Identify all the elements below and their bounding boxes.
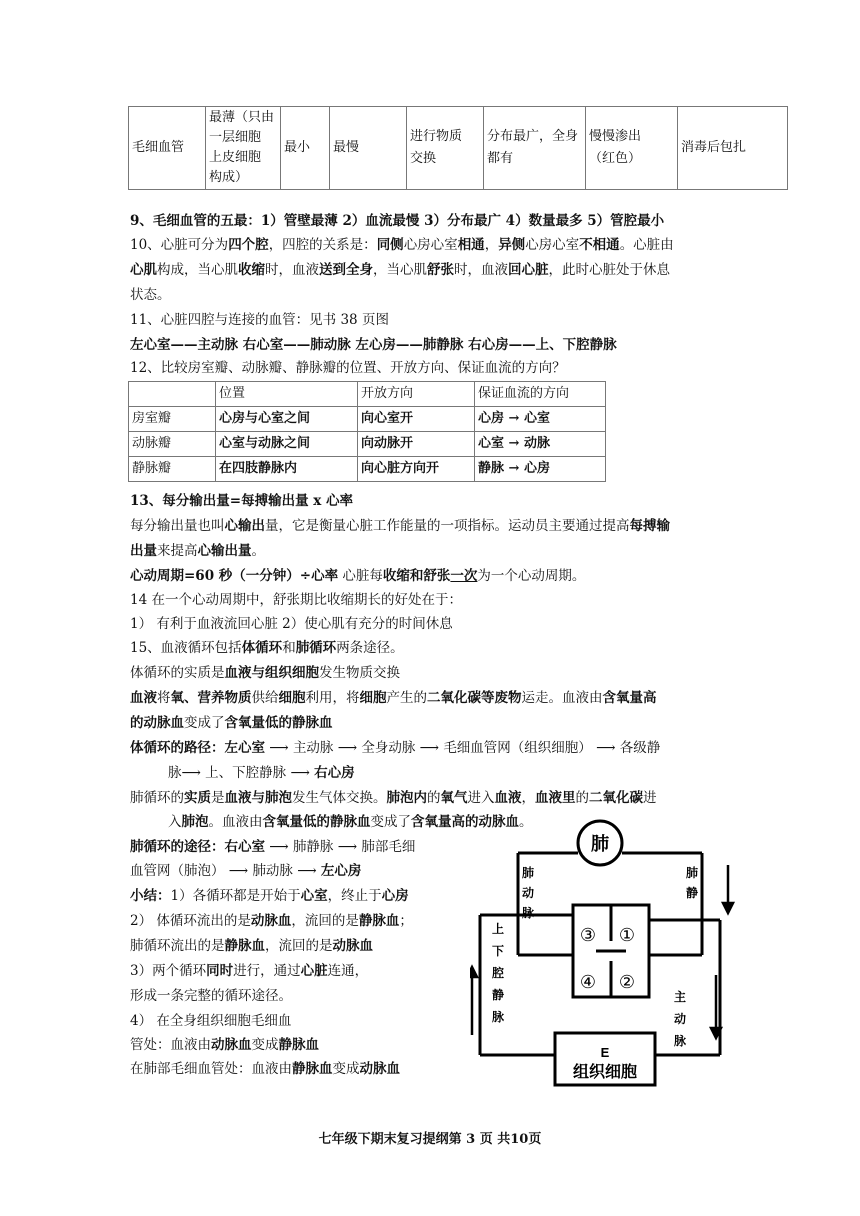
pulmonary-line1: 肺循环的实质是血液与肺泡发生气体交换。肺泡内的氧气进入血液，血液里的二氧化碳进 xyxy=(130,790,657,806)
table-header-cell: 开放方向 xyxy=(358,382,475,407)
table-header-cell: 保证血流的方向 xyxy=(475,382,606,407)
pulmonary-path-line1: 肺循环的途径：右心室 ⟶ 肺静脉 ⟶ 肺部毛细 xyxy=(130,839,416,855)
line-13: 13、每分输出量=每搏输出量 x 心率 xyxy=(130,493,354,509)
table-cell: 静脉瓣 xyxy=(129,457,216,482)
table-row xyxy=(129,432,606,457)
vena-cava-label-5: 脉 xyxy=(491,1010,505,1024)
table-cell: 心室与动脉之间 xyxy=(216,432,358,457)
table-cell: 消毒后包扎 xyxy=(678,107,788,190)
summary-line5: 形成一条完整的循环途径。 xyxy=(130,988,292,1004)
vena-cava-label-4: 静 xyxy=(491,988,505,1002)
table-cell: 静脉 → 心房 xyxy=(475,457,606,482)
table-cell: 动脉瓣 xyxy=(129,432,216,457)
arrow-icon: ⟶ xyxy=(265,839,293,855)
table-cell: 最小 xyxy=(281,107,330,190)
page-footer: 七年级下期末复习提纲第 3 页 共10页 xyxy=(318,1132,542,1147)
line-10c: 状态。 xyxy=(130,287,171,303)
line-11b: 左心室——主动脉 右心室——肺动脉 左心房——肺静脉 右心房——上、下腔静脉 xyxy=(130,337,617,353)
summary-line6: 4） 在全身组织细胞毛细血 xyxy=(130,1013,292,1029)
pulmonary-path-line2: 血管网（肺泡） ⟶ 肺动脉 ⟶ 左心房 xyxy=(130,863,362,879)
table-cell: 慢慢渗出 （红色） xyxy=(586,107,678,190)
summary-line2: 2） 体循环流出的是动脉血，流回的是静脉血； xyxy=(130,913,413,929)
aorta-label-2: 动 xyxy=(673,1012,687,1026)
line-14: 14 在一个心动周期中，舒张期比收缩期长的好处在于： xyxy=(130,592,462,608)
tissue-e-label: E xyxy=(600,1045,610,1060)
capillary-table xyxy=(128,106,788,190)
line-13b: 每分输出量也叫心输出量，它是衡量心脏工作能量的一项指标。运动员主要通过提高每搏输 xyxy=(130,518,670,534)
line-10b: 心肌构成，当心肌收缩时，血液送到全身，当心肌舒张时，血液回心脏，此时心脏处于休息 xyxy=(130,262,670,278)
table-header-cell xyxy=(129,382,216,407)
table-cell: 心房 → 心室 xyxy=(475,407,606,432)
arrow-icon: ⟶ xyxy=(265,740,293,756)
table-cell: 心房与心室之间 xyxy=(216,407,358,432)
pulmonary-artery-label-3: 脉 xyxy=(521,906,535,920)
vena-cava-label-3: 腔 xyxy=(491,966,505,980)
table-row xyxy=(129,457,606,482)
line-15b: 体循环的实质是血液与组织细胞发生物质交换 xyxy=(130,665,400,681)
table-cell: 毛细血管 xyxy=(129,107,206,190)
chamber-1-label: ① xyxy=(618,925,636,946)
systemic-path-line2: 脉⟶ 上、下腔静脉 ⟶ 右心房 xyxy=(168,765,355,781)
arrow-icon: ⟶ xyxy=(292,863,321,879)
table-cell: 向动脉开 xyxy=(358,432,475,457)
aorta-label-1: 主 xyxy=(673,990,687,1004)
line-10a: 10、心脏可分为四个腔，四腔的关系是：同侧心房心室相通，异侧心房心室不相通。心脏由 xyxy=(130,237,674,253)
table-cell: 在四肢静脉内 xyxy=(216,457,358,482)
tissue-label: 组织细胞 xyxy=(572,1064,638,1081)
table-header-row xyxy=(129,382,606,407)
arrow-icon: ⟶ xyxy=(286,765,315,781)
table-cell: 心室 → 动脉 xyxy=(475,432,606,457)
circulation-diagram xyxy=(470,805,740,1095)
arrow-icon: ⟶ xyxy=(415,740,444,756)
table-cell: 最薄（只由 一层细胞 上皮细胞 构成） xyxy=(206,107,281,190)
table-cell: 分布最广，全身 都有 xyxy=(484,107,586,190)
table-row xyxy=(129,107,788,190)
aorta-label-3: 脉 xyxy=(673,1034,687,1048)
table-cell: 房室瓣 xyxy=(129,407,216,432)
chamber-4-label: ④ xyxy=(579,972,597,993)
lung-label: 肺 xyxy=(591,834,609,854)
line-15: 15、血液循环包括体循环和肺循环两条途径。 xyxy=(130,640,404,656)
table-cell: 最慢 xyxy=(330,107,407,190)
line-12: 12、比较房室瓣、动脉瓣、静脉瓣的位置、开放方向、保证血流的方向？ xyxy=(130,360,566,376)
systemic-path-line1: 体循环的路径：左心室 ⟶ 主动脉 ⟶ 全身动脉 ⟶ 毛细血管网（组织细胞） ⟶ 各级静 xyxy=(130,740,661,756)
summary-line1: 小结：1）各循环都是开始于心室，终止于心房 xyxy=(130,888,409,904)
vena-cava-label-2: 下 xyxy=(491,944,505,958)
pulmonary-vein-label-2: 静 xyxy=(685,886,699,900)
line-14b: 1） 有利于血液流回心脏 2）使心肌有充分的时间休息 xyxy=(130,616,453,632)
chamber-3-label: ③ xyxy=(579,925,597,946)
line-15c: 血液将氧、营养物质供给细胞利用，将细胞产生的二氧化碳等废物运走。血液由含氧量高 xyxy=(130,690,657,706)
pulmonary-artery-label-1: 肺 xyxy=(521,866,535,880)
arrow-icon: ⟶ xyxy=(333,839,362,855)
line-11: 11、心脏四腔与连接的血管：见书 38 页图 xyxy=(130,312,389,328)
arrow-icon: ⟶ xyxy=(333,740,362,756)
summary-line3: 肺循环流出的是静脉血，流回的是动脉血 xyxy=(130,938,373,954)
line-15d: 的动脉血变成了含氧量低的静脉血 xyxy=(130,715,333,731)
line-13d: 心动周期=60 秒（一分钟）÷心率 心脏每收缩和舒张一次为一个心动周期。 xyxy=(130,568,586,584)
arrow-icon: ⟶ xyxy=(224,863,253,879)
arrow-icon: ⟶ xyxy=(591,740,620,756)
table-cell: 进行物质 交换 xyxy=(407,107,484,190)
chamber-2-label: ② xyxy=(618,972,636,993)
pulmonary-line2: 入肺泡。血液由含氧量低的静脉血变成了含氧量高的动脉血。 xyxy=(168,814,533,830)
pulmonary-vein-label-1: 肺 xyxy=(685,866,699,880)
summary-line4: 3）两个循环同时进行，通过心脏连通， xyxy=(130,963,369,979)
line-9: 9、毛细血管的五最：1）管壁最薄 2）血流最慢 3）分布最广 4）数量最多 5）管腔最小 xyxy=(130,213,665,229)
table-cell: 向心脏方向开 xyxy=(358,457,475,482)
pulmonary-artery-label-2: 动 xyxy=(521,886,535,900)
valve-table xyxy=(128,381,606,482)
arrow-icon: ⟶ xyxy=(181,765,206,781)
line-13c: 出量来提高心输出量。 xyxy=(130,543,265,559)
summary-line7: 管处：血液由动脉血变成静脉血 xyxy=(130,1037,319,1053)
table-cell: 向心室开 xyxy=(358,407,475,432)
table-row xyxy=(129,407,606,432)
table-header-cell: 位置 xyxy=(216,382,358,407)
summary-line8: 在肺部毛细血管处：血液由静脉血变成动脉血 xyxy=(130,1061,400,1077)
vena-cava-label-1: 上 xyxy=(491,922,505,936)
